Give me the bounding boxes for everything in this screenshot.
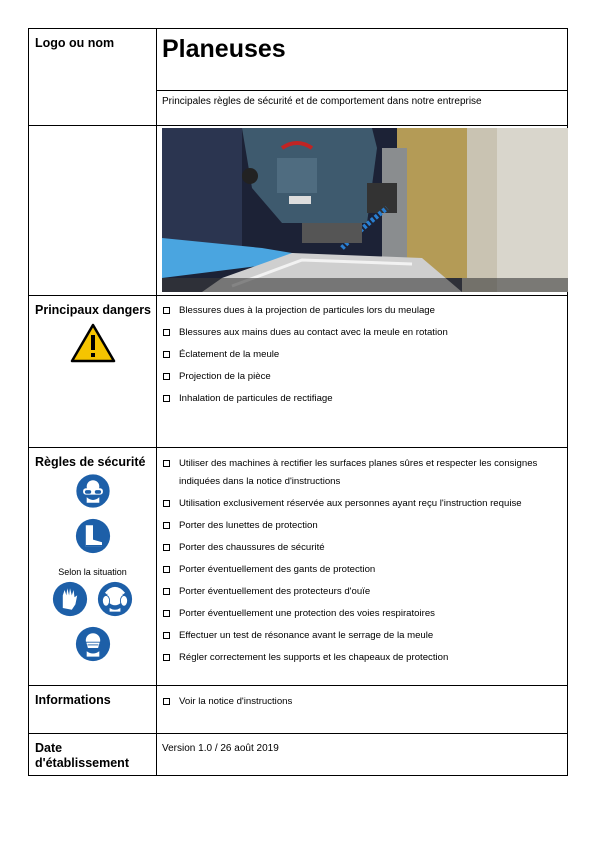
checkbox-icon bbox=[163, 522, 170, 529]
checkbox-icon bbox=[163, 654, 170, 661]
machine-photo bbox=[162, 128, 568, 292]
list-item: Blessures dues à la projection de particules lors du meulage bbox=[163, 302, 563, 320]
page-title: Planeuses bbox=[162, 35, 286, 63]
list-item: Projection de la pièce bbox=[163, 368, 563, 386]
dangers-list-cell bbox=[157, 296, 568, 448]
title-cell bbox=[157, 29, 568, 126]
etablissement-label: Date d'établissement bbox=[35, 741, 129, 770]
list-item: Régler correctement les supports et les chapeaux de protection bbox=[163, 649, 563, 667]
photo-cell bbox=[157, 126, 568, 296]
checkbox-icon bbox=[163, 544, 170, 551]
list-item: Blessures aux mains dues au contact avec la meule en rotation bbox=[163, 324, 563, 342]
list-item: Utiliser des machines à rectifier les surfaces planes sûres et respecter les consignes indiquées dans la notice d'instructions bbox=[163, 455, 563, 490]
informations-list-cell bbox=[157, 686, 568, 734]
checkbox-icon bbox=[163, 329, 170, 336]
ear-protection-icon bbox=[97, 581, 133, 617]
list-item: Porter éventuellement des protecteurs d'ouïe bbox=[163, 583, 563, 601]
checkbox-icon bbox=[163, 632, 170, 639]
situation-label: Selon la situation bbox=[58, 567, 127, 577]
logo-cell bbox=[29, 29, 157, 126]
etablissement-label-cell bbox=[29, 734, 157, 776]
checkbox-icon bbox=[163, 500, 170, 507]
checkbox-icon bbox=[163, 351, 170, 358]
safety-goggles-icon bbox=[75, 473, 111, 509]
dangers-list bbox=[157, 296, 567, 408]
safety-sheet bbox=[28, 28, 568, 776]
informations-label: Informations bbox=[35, 693, 111, 707]
rules-list-cell bbox=[157, 448, 568, 686]
page-subtitle: Principales règles de sécurité et de comportement dans notre entreprise bbox=[157, 90, 567, 117]
checkbox-icon bbox=[163, 373, 170, 380]
checkbox-icon bbox=[163, 307, 170, 314]
list-item: Porter des chaussures de sécurité bbox=[163, 539, 563, 557]
rules-label-cell bbox=[29, 448, 157, 686]
photo-label-cell bbox=[29, 126, 157, 296]
safety-gloves-icon bbox=[52, 581, 88, 617]
list-item: Inhalation de particules de rectifiage bbox=[163, 390, 563, 408]
informations-label-cell bbox=[29, 686, 157, 734]
respiratory-mask-icon bbox=[75, 626, 111, 662]
safety-table bbox=[28, 28, 568, 776]
checkbox-icon bbox=[163, 698, 170, 705]
warning-triangle-icon bbox=[70, 323, 116, 363]
etablissement-value-cell bbox=[157, 734, 568, 776]
list-item: Porter éventuellement une protection des voies respiratoires bbox=[163, 605, 563, 623]
list-item: Utilisation exclusivement réservée aux personnes ayant reçu l'instruction requise bbox=[163, 495, 563, 513]
list-item: Voir la notice d'instructions bbox=[163, 693, 563, 711]
checkbox-icon bbox=[163, 588, 170, 595]
checkbox-icon bbox=[163, 566, 170, 573]
list-item: Porter des lunettes de protection bbox=[163, 517, 563, 535]
checkbox-icon bbox=[163, 460, 170, 467]
logo-label: Logo ou nom bbox=[35, 36, 115, 50]
checkbox-icon bbox=[163, 610, 170, 617]
rules-label: Règles de sécurité bbox=[35, 455, 146, 469]
list-item: Effectuer un test de résonance avant le serrage de la meule bbox=[163, 627, 563, 645]
dangers-label-cell bbox=[29, 296, 157, 448]
rules-list bbox=[157, 448, 567, 666]
safety-boots-icon bbox=[75, 518, 111, 554]
dangers-label: Principaux dangers bbox=[35, 303, 152, 317]
informations-list bbox=[157, 686, 567, 711]
checkbox-icon bbox=[163, 395, 170, 402]
list-item: Porter éventuellement des gants de protection bbox=[163, 561, 563, 579]
version-date: Version 1.0 / 26 août 2019 bbox=[162, 743, 279, 754]
list-item: Éclatement de la meule bbox=[163, 346, 563, 364]
